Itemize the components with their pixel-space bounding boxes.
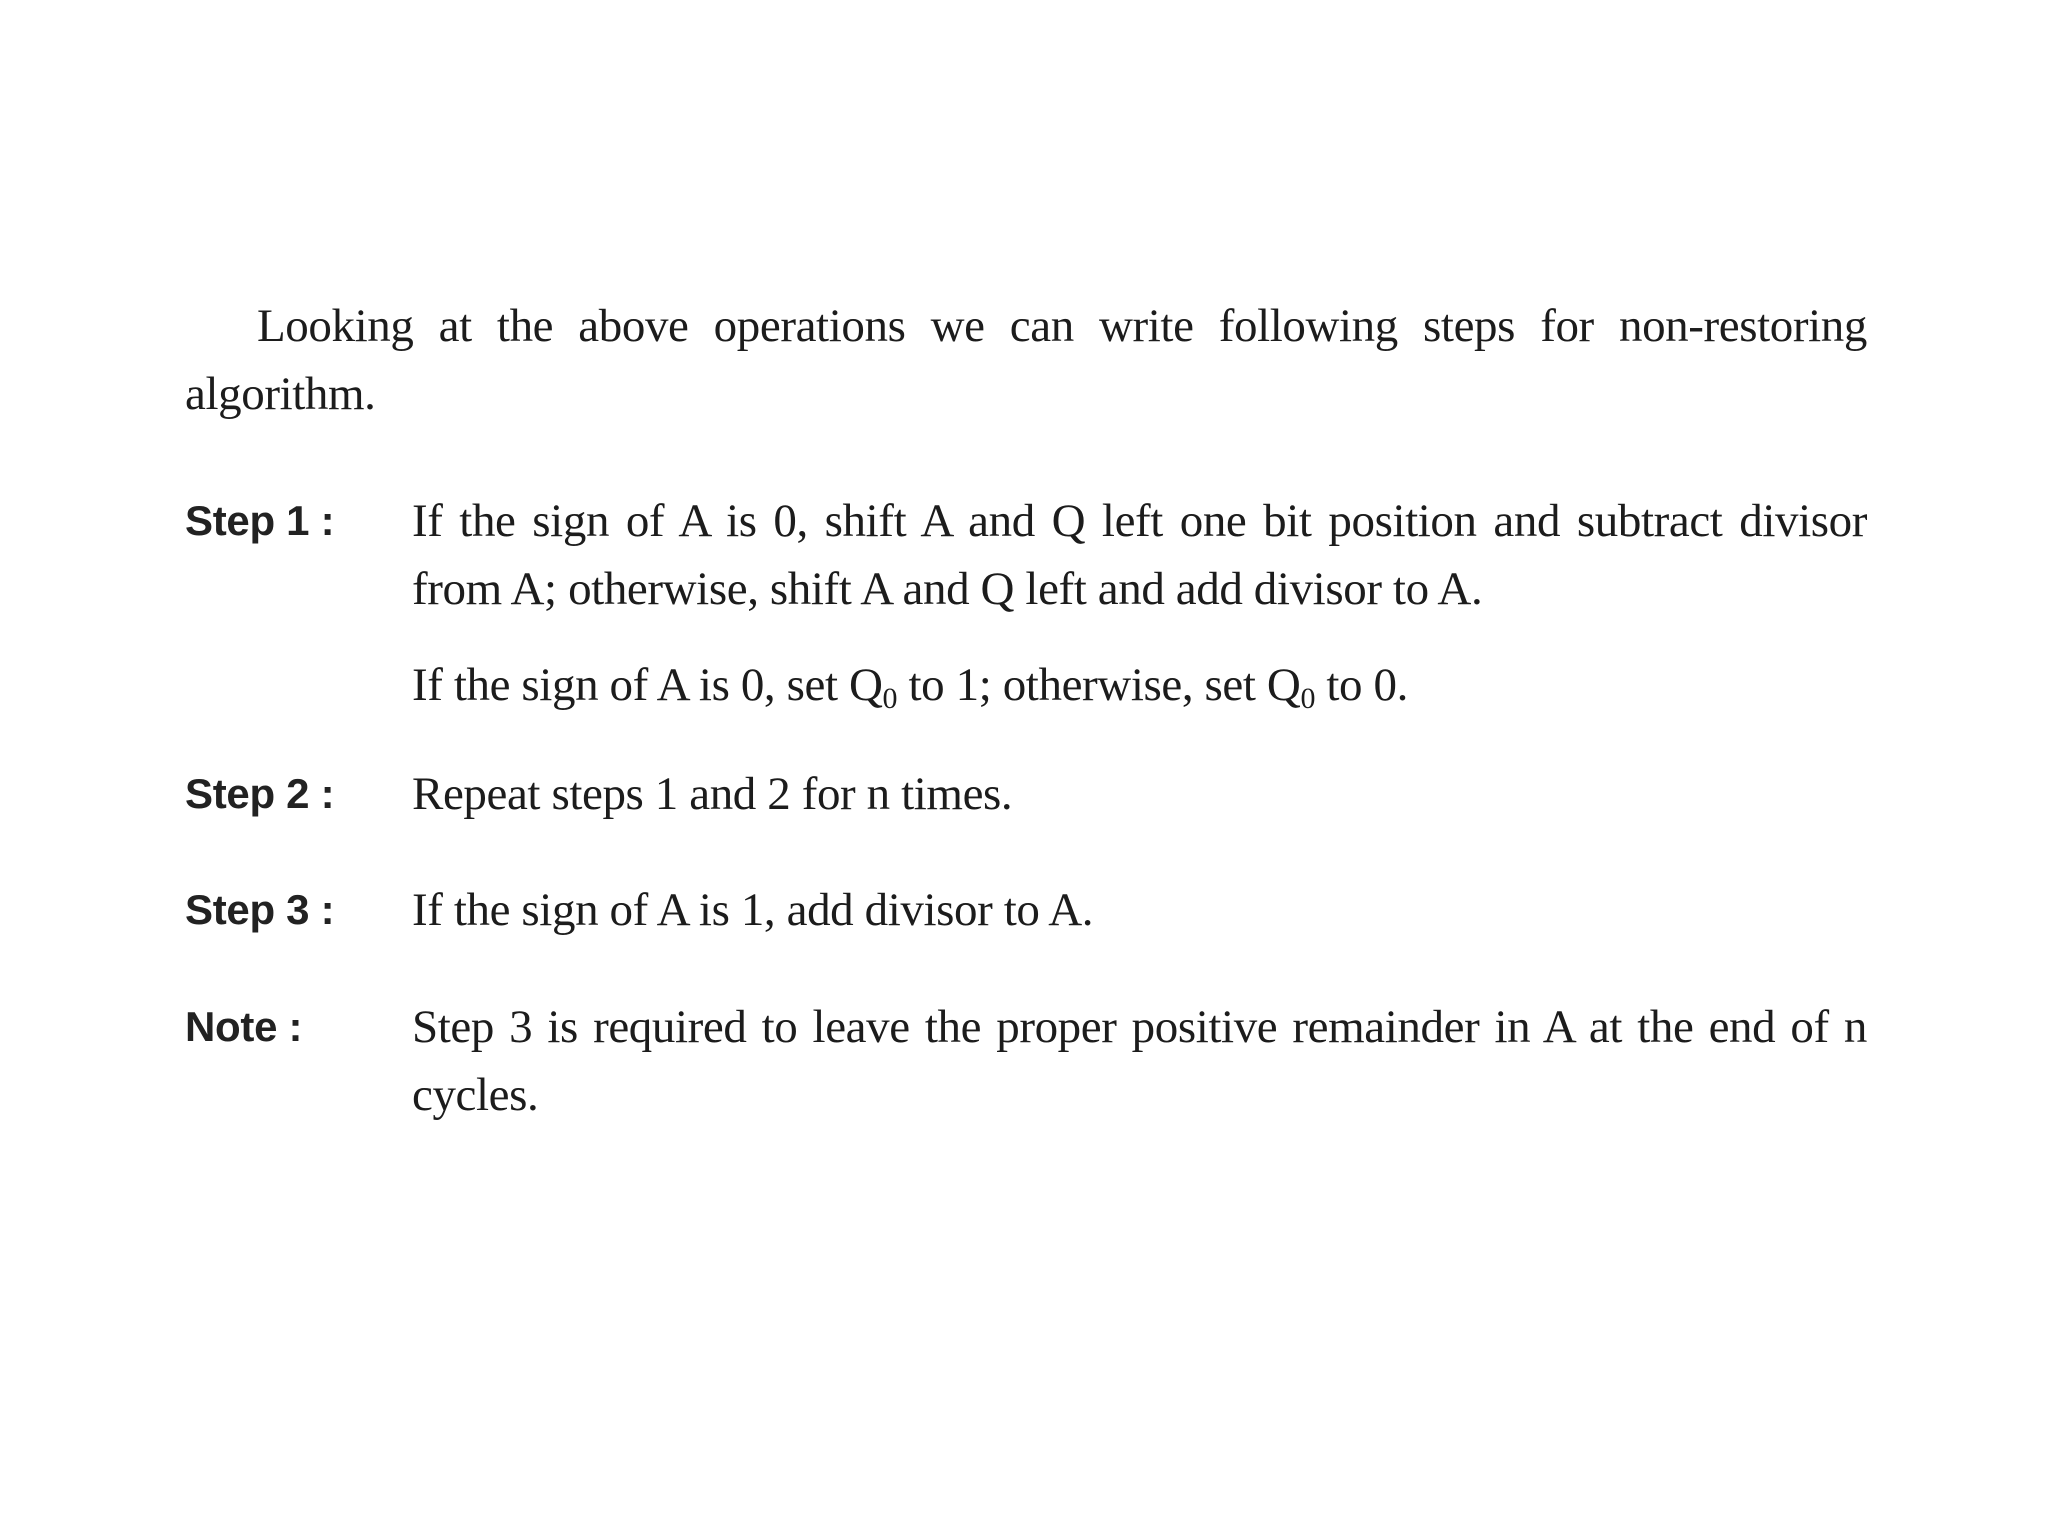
step-1-text: If the sign of A is 0, shift A and Q left one bit position and subtract divisor from A; otherwise, shift A and Q left and add divisor to A. <box>412 495 1867 615</box>
step-3-text: If the sign of A is 1, add divisor to A. <box>412 884 1094 936</box>
step-2-text: Repeat steps 1 and 2 for n times. <box>412 768 1013 820</box>
step-3-label: Step 3 : <box>185 886 335 933</box>
step-2-label: Step 2 : <box>185 770 335 817</box>
step-1-text-second <box>412 651 1867 719</box>
step-1-label: Step 1 : <box>185 497 335 544</box>
intro-paragraph: Looking at the above operations we can write following steps for non-restoring algorithm. <box>185 300 1867 420</box>
note-text: Step 3 is required to leave the proper positive remainder in A at the end of n cycles. <box>412 1001 1867 1121</box>
q0-subscript-2: 0 <box>1300 682 1316 715</box>
note-label: Note : <box>185 1003 303 1050</box>
step-1-text-second-part-2: to 1; otherwise, set Q <box>897 659 1301 711</box>
q0-subscript-1: 0 <box>882 682 898 715</box>
step-1-text-second-part-3: to 0. <box>1315 659 1408 711</box>
step-1-text-second-part-1: If the sign of A is 0, set Q <box>412 659 883 711</box>
